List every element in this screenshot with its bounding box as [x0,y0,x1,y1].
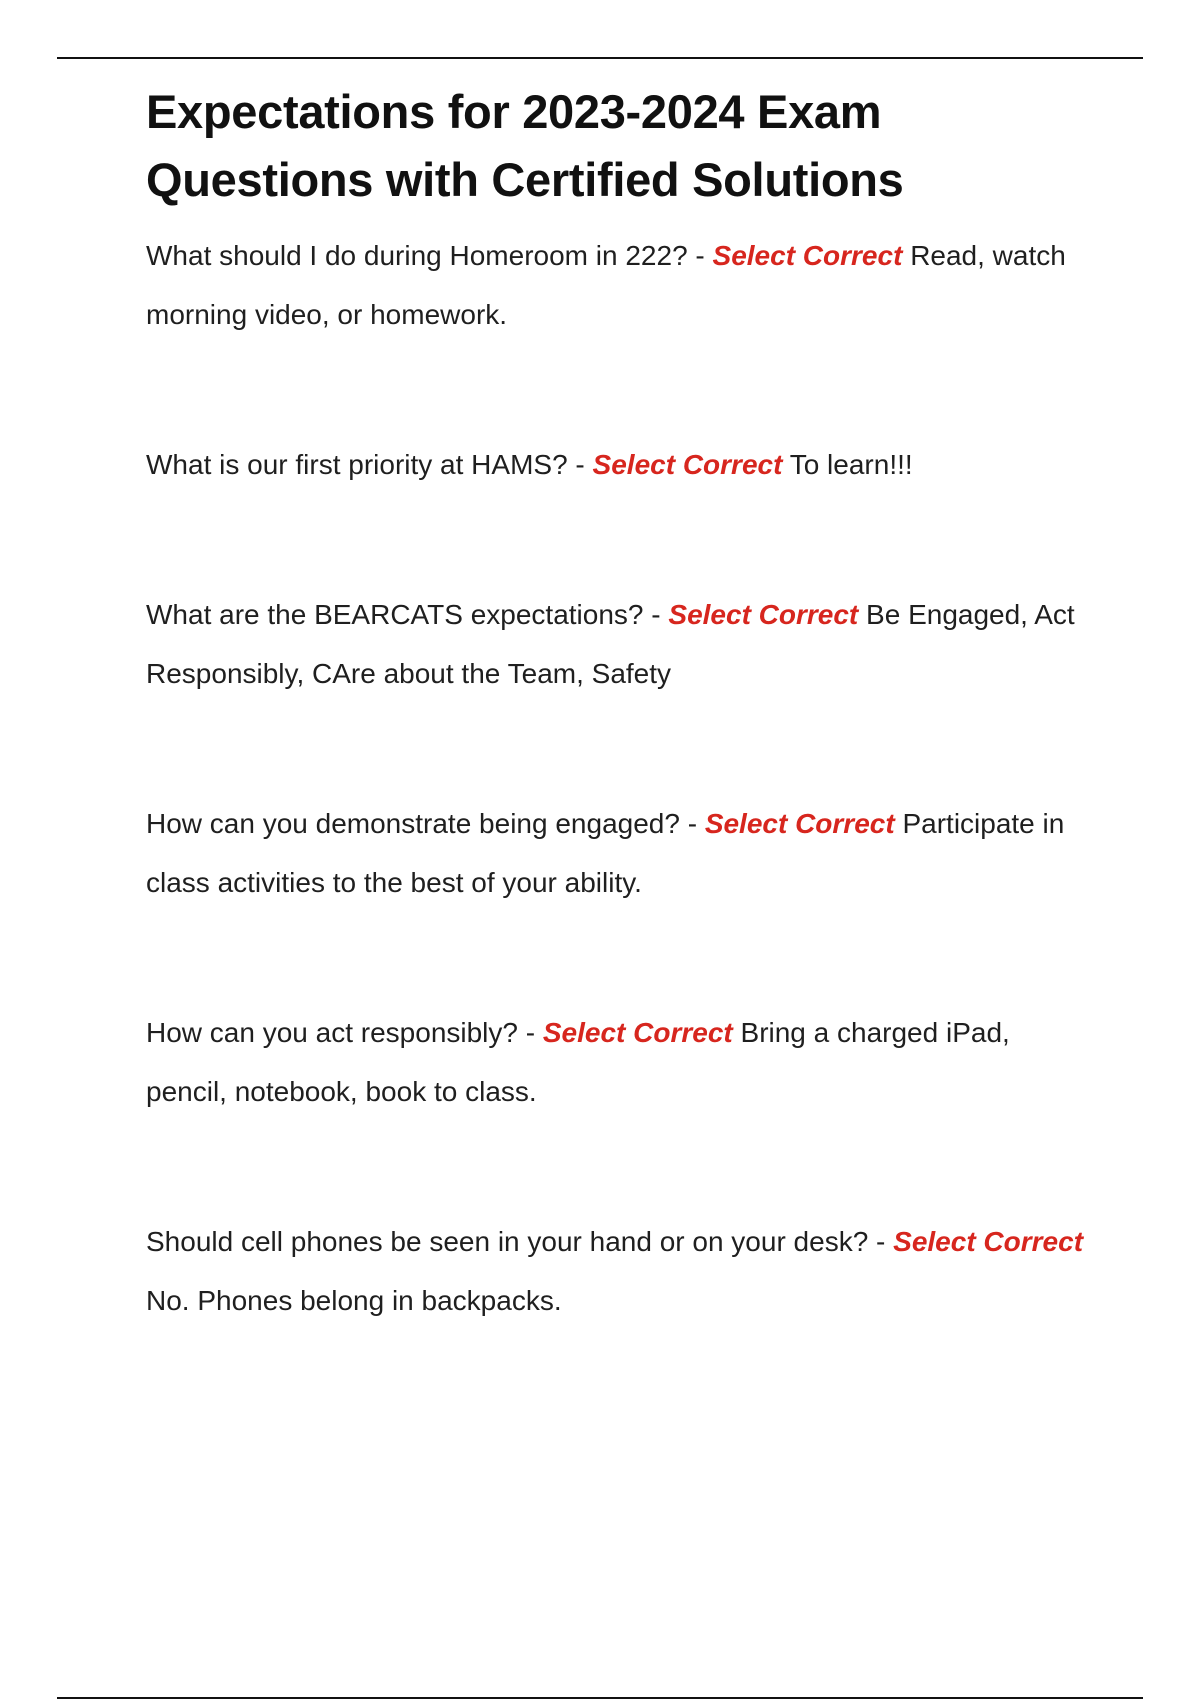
question-text: What should I do during Homeroom in 222? - [146,240,705,271]
question-text: What are the BEARCATS expectations? - [146,599,661,630]
question-text: Should cell phones be seen in your hand or on your desk? - [146,1226,886,1257]
qa-item-3 [146,585,1086,703]
answer-marker: Select Correct [712,240,903,271]
answer-marker: Select Correct [893,1226,1084,1257]
qa-item-5 [146,1003,1086,1121]
answer-marker: Select Correct [668,599,859,630]
answer-text: Bring a charged iPad, pencil, notebook, book to class. [146,1017,1010,1107]
qa-item-6 [146,1212,1086,1330]
answer-text: No. Phones belong in backpacks. [146,1285,562,1316]
answer-text: Participate in class activities to the best of your ability. [146,808,1065,898]
answer-text: Be Engaged, Act Responsibly, CAre about the Team, Safety [146,599,1075,689]
qa-item-4 [146,794,1086,912]
answer-marker: Select Correct [542,1017,733,1048]
document-body [146,78,1086,1330]
bottom-divider [57,1697,1143,1699]
question-text: How can you act responsibly? - [146,1017,536,1048]
question-text: What is our first priority at HAMS? - [146,449,585,480]
qa-item-1 [146,226,1086,344]
top-divider [57,57,1143,59]
answer-text: Read, watch morning video, or homework. [146,240,1066,330]
answer-text: To learn!!! [789,449,913,480]
question-text: How can you demonstrate being engaged? - [146,808,698,839]
page-title: Expectations for 2023-2024 Exam Questions with Certified Solutions [146,85,904,206]
qa-item-2 [146,435,1086,494]
answer-marker: Select Correct [592,449,783,480]
answer-marker: Select Correct [704,808,895,839]
